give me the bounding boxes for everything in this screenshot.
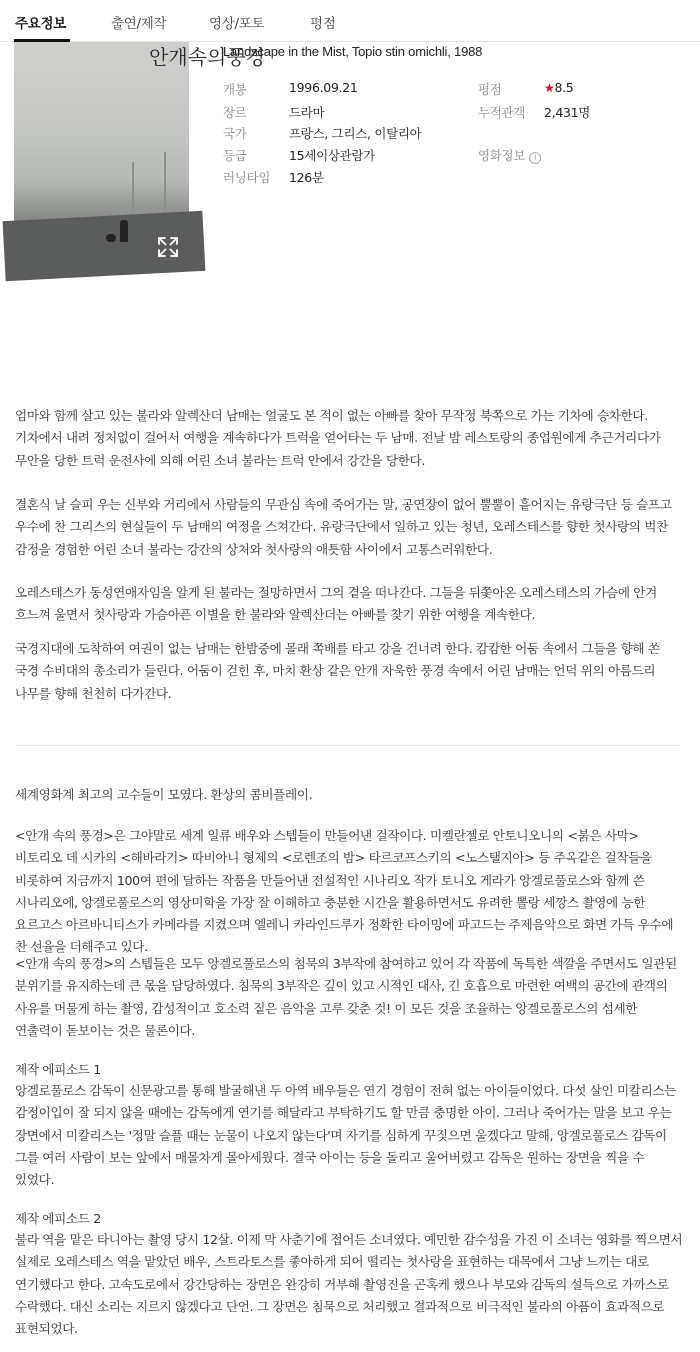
movie-info-text: 영화정보: [478, 148, 526, 163]
grade-value: 15세이상관람가: [289, 148, 375, 163]
synopsis-paragraph-4: 국경지대에 도착하여 여권이 없는 남매는 한밤중에 몰래 쪽배를 타고 강을 건너려 한다. 캄캄한 어둠 속에서 그들을 향해 쏜 국경 수비대의 총소리가 들린다. 어둠이 걷힌 후, 마치 환상 같은 안개 자욱한 풍경 속에서 어린 남매는 언덕 위의 아름드리 나무를 향해 천천히 다가간다.: [15, 641, 660, 701]
genre-label: 장르: [223, 105, 247, 120]
movie-info-label[interactable]: [478, 146, 541, 164]
info-icon[interactable]: i: [529, 152, 541, 164]
poster-figure: [120, 220, 128, 242]
film-title-english: Landscape in the Mist, Topio stin omichli, 1988: [223, 44, 483, 59]
synopsis-paragraph-3: 오레스테스가 동성연애자임을 알게 된 불라는 절망하면서 그의 곁을 떠나간다. 그들을 뒤쫓아온 오레스테스의 가슴에 안겨 흐느껴 울면서 첫사랑과 가슴아픈 이별을 한 불라와 알렉산더는 아빠를 찾기 위한 여행을 계속한다.: [15, 585, 657, 623]
star-icon: ★: [544, 81, 555, 95]
score-value: 8.5: [554, 80, 574, 95]
release-value: 1996.09.21: [289, 80, 358, 95]
notes-headline: 세계영화계 최고의 고수들이 모였다. 환상의 콤비플레이.: [15, 787, 313, 802]
runtime-value: 126분: [289, 170, 324, 185]
episode-1-text: 앙겔로풀로스 감독이 신문광고를 통해 발굴해낸 두 아역 배우들은 연기 경험이 전혀 없는 아이들이었다. 다섯 살인 미칼리스는 감정이입이 잘 되지 않을 때에는 감독에게 연기를 해달라고 부탁하기도 할 만큼 충명한 아이. 그러나 죽어가는 말을 보고 우는 장면에서 미칼리스는 '정말 슬플 때는 눈물이 나오지 않는다'며 자기를 심하게 꾸짖으면 울겠다고 말해, 앙겔로풀로스 감독이 그를 여러 사람이 보는 앞에서 매몰차게 몰아세웠다. 결국 아이는 등을 돌리고 울어버렸고 감독은 원하는 장면을 찍을 수 있었다.: [15, 1083, 677, 1188]
episode-2-title: 제작 에피소드 2: [15, 1211, 101, 1226]
score-display: [544, 80, 573, 95]
poster-dog: [106, 234, 116, 242]
tab-ratings[interactable]: 평점: [310, 16, 336, 32]
tab-video-photo[interactable]: 영상/포토: [209, 16, 265, 32]
poster-title: 안개속의풍경: [149, 45, 265, 69]
grade-label: 등급: [223, 148, 247, 163]
expand-icon[interactable]: [157, 236, 179, 258]
score-label: 평점: [478, 82, 502, 97]
episode-2-text: 불라 역을 맡은 타니아는 촬영 당시 12살. 이제 막 사춘기에 접어든 소녀였다. 예민한 감수성을 가진 이 소녀는 영화를 찍으면서 실제로 오레스테스 역을 맡았던 배우, 스트라토스를 좋아하게 되어 떨리는 첫사랑을 표현하는 대목에서 그냥 느끼는 대로 연기했다고 한다. 고속도로에서 강간당하는 장면은 완강히 거부해 촬영진을 곤혹케 했으나 부모와 감독의 설득으로 가까스로 수락했다. 대신 소리는 지르지 않겠다고 단언. 그 장면은 침묵으로 처리했고 결과적으로 비극적인 불라의 아픔이 효과적으로 표현되었다.: [15, 1232, 683, 1337]
country-value: 프랑스, 그리스, 이탈리아: [289, 126, 422, 141]
notes-paragraph-2: <안개 속의 풍경>의 스텝들은 모두 앙겔로풀로스의 침묵의 3부작에 참여하고 있어 각 작품에 독특한 색깔을 주면서도 일관된 분위기를 유지하는데 큰 몫을 담당하였다. 침묵의 3부작은 깊이 있고 시적인 대사, 긴 호흡으로 마련한 여백의 공간에 관객의 사유를 머물게 하는 촬영, 감성적이고 호소력 짙은 음악을 고루 갖춘 것! 이 모든 것을 조율하는 앙겔로풀로스의 섬세한 연출력이 돋보이는 것은 물론이다.: [15, 956, 677, 1038]
tab-cast-crew[interactable]: 출연/제작: [111, 16, 167, 32]
genre-value: 드라마: [289, 105, 325, 120]
synopsis-paragraph-2: 결혼식 날 슬피 우는 신부와 거리에서 사람들의 무관심 속에 죽어가는 말, 공연장이 없어 뿔뿔이 흩어지는 유랑극단 등 슬프고 우수에 찬 그리스의 현실들이 두 남매의 여정을 스쳐간다. 유랑극단에서 일하고 있는 청년, 오레스테스를 향한 첫사랑의 벅찬 감정을 경험한 어린 소녀 불라는 강간의 상처와 첫사랑의 애틋함 사이에서 고통스러워한다.: [15, 497, 672, 557]
tab-bar: [0, 0, 700, 42]
tab-main-info[interactable]: 주요정보: [15, 16, 66, 32]
release-label: 개봉: [223, 82, 247, 97]
synopsis-paragraph-1: 엄마와 함께 살고 있는 불라와 알렉산더 남매는 얼굴도 본 적이 없는 아빠를 찾아 무작정 북쪽으로 가는 기차에 승차한다. 기차에서 내려 정처없이 걸어서 여행을 계속하다가 트럭을 얻어타는 두 남매. 전날 밤 레스토랑의 종업원에게 추근거리다가 무안을 당한 트럭 운전사에 의해 어린 소녀 불라는 트럭 안에서 강간을 당한다.: [15, 408, 661, 468]
section-divider: [15, 745, 680, 746]
audience-value: 2,431명: [544, 105, 591, 120]
audience-label: 누적관객: [478, 105, 526, 120]
runtime-label: 러닝타임: [223, 170, 271, 185]
country-label: 국가: [223, 126, 247, 141]
episode-1-title: 제작 에피소드 1: [15, 1062, 101, 1077]
notes-paragraph-1: <안개 속의 풍경>은 그야말로 세계 일류 배우와 스텝들이 만들어낸 걸작이다. 미켈란젤로 안토니오니의 <붉은 사막> 비토리오 데 시카의 <해바라기> 따비아니 형제의 <로렌조의 밤> 타르코프스키의 <노스탤지아> 등 주옥같은 걸작들을 비롯하여 지금까지 100여 편에 달하는 작품을 만들어낸 전설적인 시나리오 작가 토니오 게라가 앙겔로풀로스와 함께 쓴 시나리오에, 앙겔로풀로스의 영상미학을 가장 잘 이해하고 충분한 시간을 활용하면서도 유려한 뽈랑 세깡스 촬영에 능한 요르고스 아르바니티스가 카메라를 지켰으며 엘레니 카라인드루가 정확한 타이밍에 파고드는 주제음악으로 화면 가득 우수에 찬 선율을 더해주고 있다.: [15, 828, 674, 955]
